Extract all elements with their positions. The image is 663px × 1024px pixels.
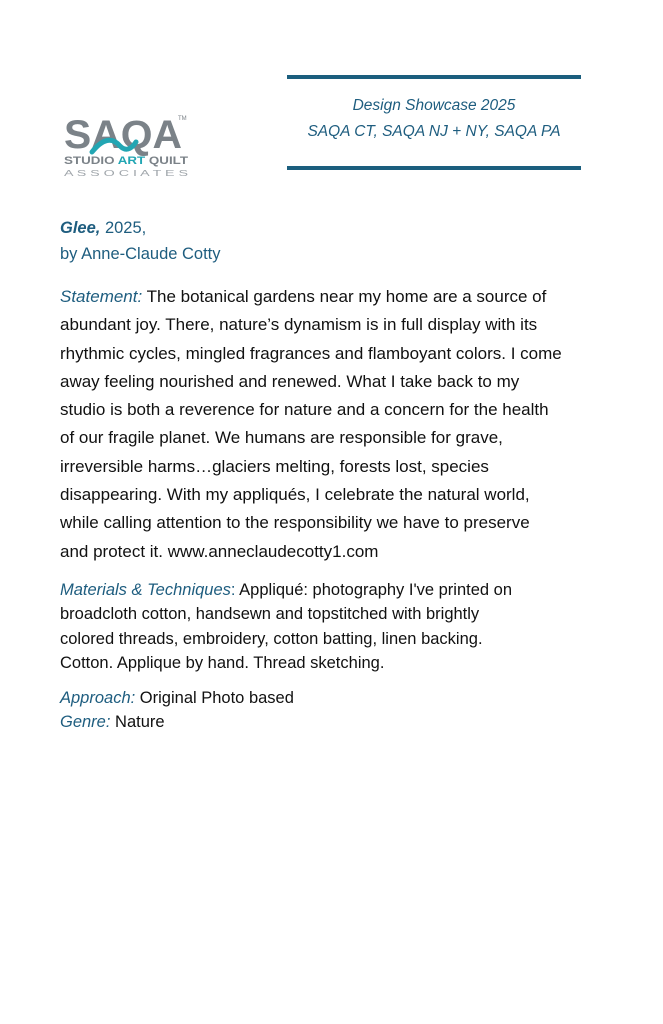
statement-line: while calling attention to the responsibility we have to preserve bbox=[60, 513, 530, 533]
trademark-mark: TM bbox=[178, 116, 187, 122]
approach-genre-section bbox=[60, 686, 620, 735]
statement-line: abundant joy. There, nature’s dynamism is in full display with its bbox=[60, 315, 538, 335]
materials-line: colored threads, embroidery, cotton batting, linen backing. bbox=[60, 629, 483, 648]
showcase-chapters: SAQA CT, SAQA NJ + NY, SAQA PA bbox=[307, 123, 561, 140]
artwork-year: 2025, bbox=[100, 219, 147, 237]
approach-line bbox=[60, 686, 620, 711]
statement-line: studio is both a reverence for nature and a concern for the health bbox=[60, 400, 549, 420]
artwork-artist: by Anne-Claude Cotty bbox=[60, 245, 221, 263]
logo-tagline: STUDIO ART QUILT bbox=[64, 155, 181, 167]
materials-line: Cotton. Applique by hand. Thread sketching. bbox=[60, 654, 385, 673]
materials-label: Materials & Techniques bbox=[60, 580, 231, 599]
statement-label: Statement: bbox=[60, 287, 143, 306]
showcase-header bbox=[287, 75, 581, 172]
artwork-description bbox=[60, 215, 620, 735]
artwork-title: Glee, bbox=[60, 219, 101, 237]
genre-line bbox=[60, 710, 620, 735]
statement-line: of our fragile planet. We humans are responsible for grave, bbox=[60, 428, 503, 448]
artwork-title-line bbox=[60, 215, 620, 241]
saqa-logo bbox=[62, 112, 192, 180]
materials-line: Materials & Techniques: Appliqué: photography I've printed on bbox=[60, 580, 513, 599]
statement-line: irreversible harms…glaciers melting, forests lost, species bbox=[60, 456, 489, 476]
statement-line: away feeling nourished and renewed. What I take back to my bbox=[60, 371, 520, 391]
statement-line: and protect it. www.anneclaudecotty1.com bbox=[60, 541, 379, 561]
approach-value: Original Photo based bbox=[135, 688, 294, 707]
statement-line: Statement: The botanical gardens near my home are a source of bbox=[60, 287, 547, 306]
statement-line: rhythmic cycles, mingled fragrances and flamboyant colors. I come bbox=[60, 343, 562, 363]
genre-value: Nature bbox=[110, 713, 165, 732]
logo-subtagline: A S S O C I A T E S bbox=[64, 169, 188, 178]
header-top-rule bbox=[287, 75, 581, 79]
saqa-logo-mark bbox=[62, 112, 192, 180]
approach-label: Approach: bbox=[60, 688, 136, 707]
genre-label: Genre: bbox=[60, 713, 111, 732]
saqa-wordmark: SAQA bbox=[64, 113, 182, 157]
statement-line: disappearing. With my appliqués, I celebrate the natural world, bbox=[60, 485, 530, 505]
showcase-title: Design Showcase 2025 bbox=[352, 97, 516, 114]
materials-section bbox=[60, 578, 620, 676]
header-bottom-rule bbox=[287, 166, 581, 170]
statement-section bbox=[60, 283, 620, 566]
materials-line: broadcloth cotton, handsewn and topstitched with brightly bbox=[60, 605, 480, 624]
